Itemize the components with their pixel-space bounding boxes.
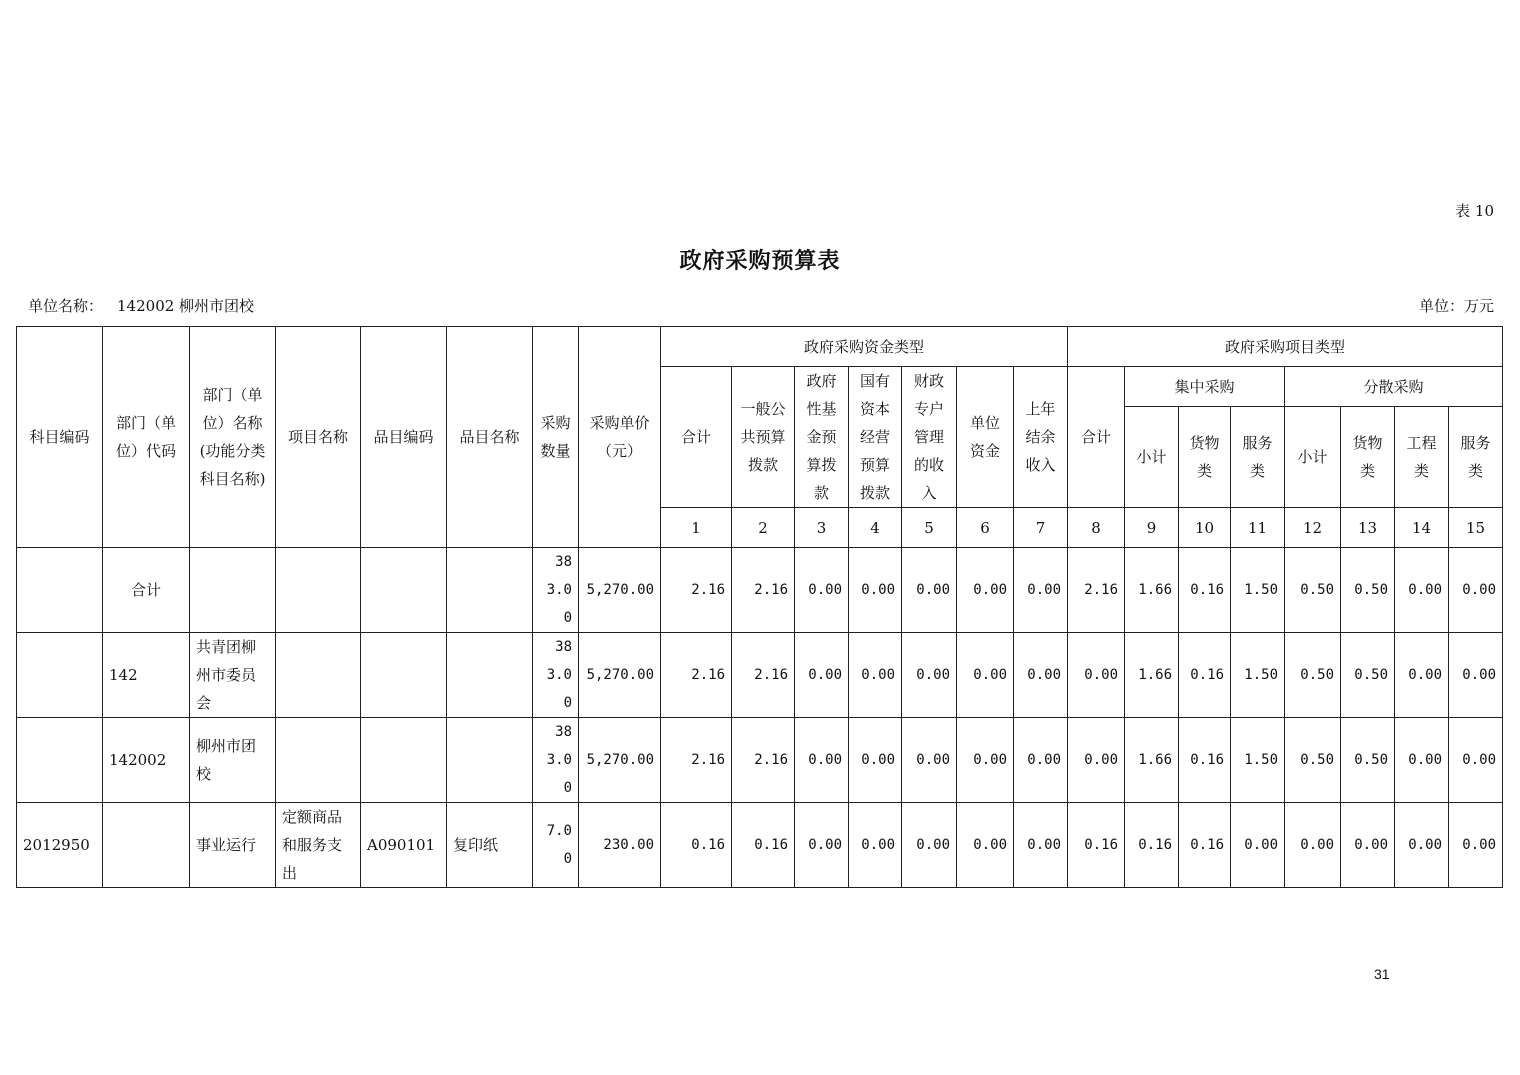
header-centralized-goods: 货物类	[1179, 407, 1231, 508]
cell-quantity: 383.00	[533, 633, 579, 718]
header-unit-fund: 单位资金	[957, 367, 1014, 508]
cell-item-code: A090101	[361, 803, 447, 888]
header-centralized: 集中采购	[1125, 367, 1285, 407]
cell-subject-code	[17, 718, 103, 803]
cell-value: 0.00	[1014, 718, 1068, 803]
header-decentralized-subtotal: 小计	[1285, 407, 1341, 508]
cell-dept-name: 共青团柳州市委员会	[190, 633, 276, 718]
cell-subject-code	[17, 548, 103, 633]
cell-value: 2.16	[732, 718, 795, 803]
cell-value: 0.00	[795, 803, 849, 888]
cell-value: 1.66	[1125, 718, 1179, 803]
cell-item-name: 复印纸	[447, 803, 533, 888]
cell-value: 0.00	[1395, 548, 1449, 633]
cell-value: 0.50	[1285, 548, 1341, 633]
cell-value: 0.00	[1014, 803, 1068, 888]
cell-value: 0.00	[1285, 803, 1341, 888]
cell-value: 0.00	[957, 548, 1014, 633]
header-state-capital: 国有资本经营预算拨款	[849, 367, 902, 508]
cell-unit-price: 5,270.00	[579, 548, 661, 633]
cell-value: 0.00	[1014, 633, 1068, 718]
cell-item-name	[447, 548, 533, 633]
cell-value: 0.00	[957, 803, 1014, 888]
col-number: 8	[1068, 508, 1125, 548]
header-dept-name: 部门（单位）名称(功能分类科目名称)	[190, 327, 276, 548]
cell-item-name	[447, 718, 533, 803]
cell-subject-code: 2012950	[17, 803, 103, 888]
cell-value: 0.00	[849, 718, 902, 803]
cell-value: 0.50	[1341, 548, 1395, 633]
cell-value: 0.16	[1179, 633, 1231, 718]
cell-value: 0.00	[1395, 803, 1449, 888]
cell-value: 0.00	[1068, 718, 1125, 803]
cell-dept-code: 合计	[103, 548, 190, 633]
cell-value: 0.50	[1341, 718, 1395, 803]
col-number: 10	[1179, 508, 1231, 548]
cell-item-code	[361, 718, 447, 803]
cell-value: 0.00	[1068, 633, 1125, 718]
page-title: 政府采购预算表	[679, 248, 841, 274]
table-row	[17, 633, 1503, 718]
header-gov-fund: 政府性基金预算拨款	[795, 367, 849, 508]
money-unit: 单位：万元	[1418, 297, 1494, 315]
cell-value: 0.00	[902, 633, 957, 718]
page-number: 31	[1374, 966, 1390, 982]
header-last-year-balance: 上年结余收入	[1014, 367, 1068, 508]
col-number: 9	[1125, 508, 1179, 548]
cell-value: 0.00	[957, 633, 1014, 718]
cell-value: 1.50	[1231, 633, 1285, 718]
cell-value: 2.16	[1068, 548, 1125, 633]
cell-value: 0.00	[1449, 633, 1503, 718]
cell-value: 0.00	[1449, 803, 1503, 888]
col-number: 3	[795, 508, 849, 548]
table-row	[17, 718, 1503, 803]
header-project-name: 项目名称	[276, 327, 361, 548]
cell-project-name	[276, 718, 361, 803]
col-number: 12	[1285, 508, 1341, 548]
header-special-account: 财政专户管理的收入	[902, 367, 957, 508]
unit-name-line	[28, 295, 254, 316]
cell-value: 0.00	[1449, 718, 1503, 803]
cell-dept-code: 142002	[103, 718, 190, 803]
cell-dept-name: 事业运行	[190, 803, 276, 888]
header-general-budget: 一般公共预算拨款	[732, 367, 795, 508]
cell-item-code	[361, 548, 447, 633]
header-unit-price: 采购单价（元）	[579, 327, 661, 548]
cell-value: 2.16	[661, 633, 732, 718]
cell-value: 0.16	[1125, 803, 1179, 888]
table-number: 表 10	[1455, 202, 1494, 220]
cell-value: 1.50	[1231, 718, 1285, 803]
cell-value: 0.00	[902, 548, 957, 633]
cell-value: 1.50	[1231, 548, 1285, 633]
cell-value: 0.00	[1231, 803, 1285, 888]
cell-value: 0.00	[849, 548, 902, 633]
cell-value: 0.00	[1014, 548, 1068, 633]
cell-item-code	[361, 633, 447, 718]
header-subject-code: 科目编码	[17, 327, 103, 548]
header-item-name: 品目名称	[447, 327, 533, 548]
header-item-code: 品目编码	[361, 327, 447, 548]
header-quantity: 采购数量	[533, 327, 579, 548]
table-row-total	[17, 548, 1503, 633]
cell-value: 0.50	[1341, 633, 1395, 718]
header-decentralized-service: 服务类	[1449, 407, 1503, 508]
header-project-type-group: 政府采购项目类型	[1068, 327, 1503, 367]
unit-name-label: 单位名称：	[28, 297, 104, 315]
cell-quantity: 383.00	[533, 718, 579, 803]
cell-value: 0.16	[1179, 718, 1231, 803]
cell-value: 0.16	[661, 803, 732, 888]
cell-dept-code	[103, 803, 190, 888]
cell-unit-price: 230.00	[579, 803, 661, 888]
header-decentralized-goods: 货物类	[1341, 407, 1395, 508]
col-number: 13	[1341, 508, 1395, 548]
header-fund-type-group: 政府采购资金类型	[661, 327, 1068, 367]
header-centralized-service: 服务类	[1231, 407, 1285, 508]
col-number: 15	[1449, 508, 1503, 548]
procurement-budget-table	[16, 326, 1503, 888]
cell-value: 0.00	[1449, 548, 1503, 633]
cell-item-name	[447, 633, 533, 718]
cell-value: 2.16	[732, 548, 795, 633]
cell-value: 1.66	[1125, 633, 1179, 718]
cell-value: 0.00	[902, 803, 957, 888]
cell-value: 0.16	[1068, 803, 1125, 888]
cell-value: 0.16	[1179, 548, 1231, 633]
cell-value: 1.66	[1125, 548, 1179, 633]
cell-unit-price: 5,270.00	[579, 633, 661, 718]
cell-dept-name	[190, 548, 276, 633]
cell-value: 0.00	[849, 803, 902, 888]
cell-value: 0.00	[1395, 633, 1449, 718]
col-number: 5	[902, 508, 957, 548]
cell-quantity: 383.00	[533, 548, 579, 633]
cell-value: 2.16	[661, 548, 732, 633]
cell-value: 0.16	[1179, 803, 1231, 888]
cell-value: 0.00	[795, 718, 849, 803]
table-row	[17, 803, 1503, 888]
cell-value: 2.16	[661, 718, 732, 803]
header-proj-total: 合计	[1068, 367, 1125, 508]
header-centralized-subtotal: 小计	[1125, 407, 1179, 508]
cell-value: 0.00	[902, 718, 957, 803]
cell-value: 0.00	[1341, 803, 1395, 888]
header-decentralized: 分散采购	[1285, 367, 1503, 407]
cell-value: 0.50	[1285, 718, 1341, 803]
cell-value: 0.00	[849, 633, 902, 718]
header-dept-code: 部门（单位）代码	[103, 327, 190, 548]
cell-value: 0.00	[1395, 718, 1449, 803]
header-fund-total: 合计	[661, 367, 732, 508]
col-number: 4	[849, 508, 902, 548]
cell-project-name: 定额商品和服务支出	[276, 803, 361, 888]
cell-project-name	[276, 633, 361, 718]
cell-quantity: 7.00	[533, 803, 579, 888]
cell-value: 2.16	[732, 633, 795, 718]
cell-value: 0.16	[732, 803, 795, 888]
col-number: 14	[1395, 508, 1449, 548]
cell-unit-price: 5,270.00	[579, 718, 661, 803]
col-number: 6	[957, 508, 1014, 548]
header-decentralized-engineering: 工程类	[1395, 407, 1449, 508]
cell-value: 0.00	[795, 633, 849, 718]
col-number: 7	[1014, 508, 1068, 548]
col-number: 1	[661, 508, 732, 548]
col-number: 11	[1231, 508, 1285, 548]
cell-dept-name: 柳州市团校	[190, 718, 276, 803]
cell-project-name	[276, 548, 361, 633]
cell-value: 0.00	[957, 718, 1014, 803]
cell-value: 0.00	[795, 548, 849, 633]
col-number: 2	[732, 508, 795, 548]
unit-name-value: 142002 柳州市团校	[117, 297, 255, 315]
cell-dept-code: 142	[103, 633, 190, 718]
cell-subject-code	[17, 633, 103, 718]
cell-value: 0.50	[1285, 633, 1341, 718]
